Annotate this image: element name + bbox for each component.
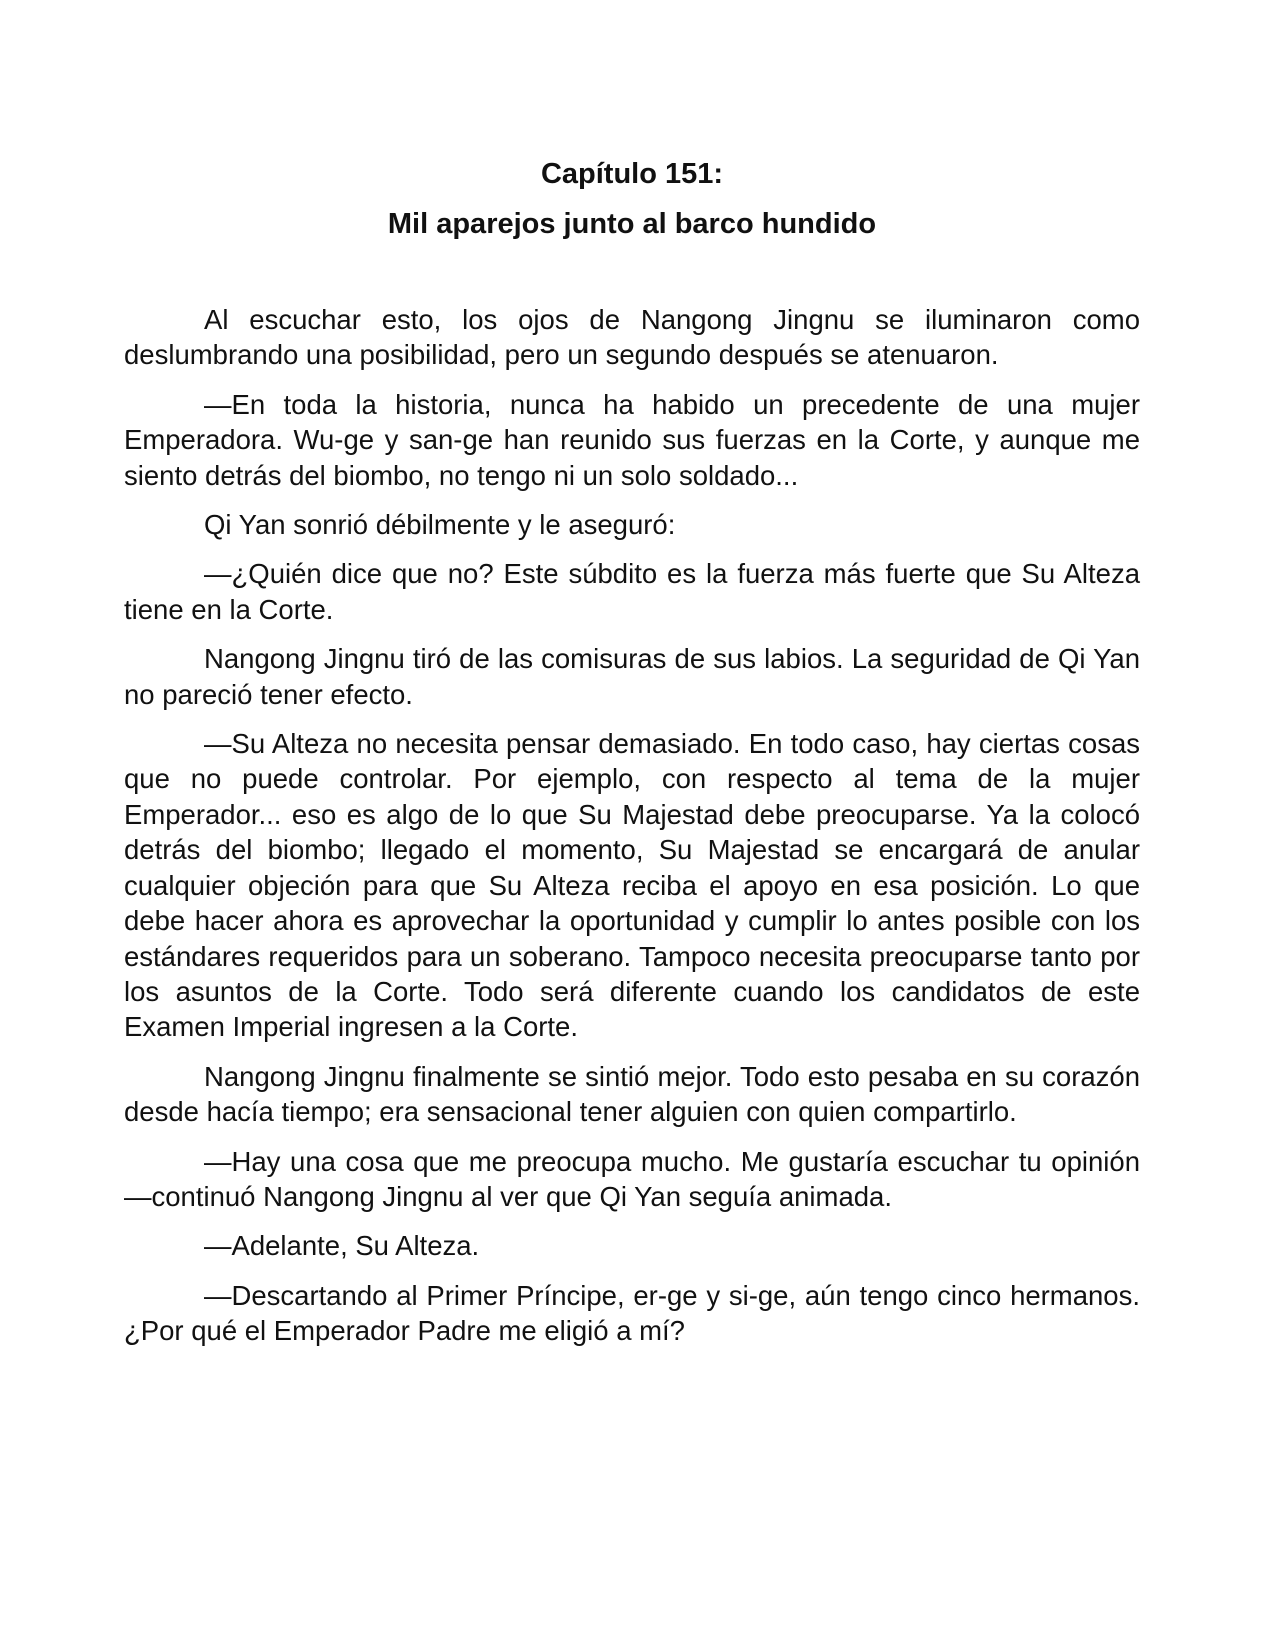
paragraph: —¿Quién dice que no? Este súbdito es la fuerza más fuerte que Su Alteza tiene en la Corte. bbox=[124, 558, 1140, 625]
paragraph: —Descartando al Primer Príncipe, er-ge y si-ge, aún tengo cinco hermanos. ¿Por qué el Emperador Padre me eligió a mí? bbox=[124, 1279, 1140, 1347]
chapter-number: Capítulo 151: bbox=[540, 158, 724, 190]
paragraph: —Adelante, Su Alteza. bbox=[204, 1230, 480, 1262]
paragraph: Nangong Jingnu tiró de las comisuras de sus labios. La seguridad de Qi Yan no pareció tener efecto. bbox=[124, 643, 1140, 710]
paragraph: Qi Yan sonrió débilmente y le aseguró: bbox=[204, 509, 676, 541]
chapter-title: Mil aparejos junto al barco hundido bbox=[387, 208, 877, 240]
paragraph: Nangong Jingnu finalmente se sintió mejor. Todo esto pesaba en su corazón desde hacía tiempo; era sensacional tener alguien con quien compartirlo. bbox=[124, 1060, 1140, 1128]
chapter-body bbox=[124, 302, 1140, 1349]
paragraph: Al escuchar esto, los ojos de Nangong Jingnu se iluminaron como deslumbrando una posibilidad, pero un segundo después se atenuaron. bbox=[124, 304, 1140, 371]
paragraph: —Su Alteza no necesita pensar demasiado. En todo caso, hay ciertas cosas que no puede controlar. Por ejemplo, con respecto al tema de la mujer Emperador... eso es algo de lo que Su Majestad debe preocuparse. Ya la colocó detrás del biombo; llegado el momento, Su Majestad se encargará de anular cualquier objeción para que Su Alteza reciba el apoyo en esa posición. Lo que debe hacer ahora es aprovechar la oportunidad y cumplir lo antes posible con los estándares requeridos para un soberano. Tampoco necesita preocuparse tanto por los asuntos de la Corte. Todo será diferente cuando los candidatos de este Examen Imperial ingresen a la Corte. bbox=[124, 728, 1140, 1043]
document-page bbox=[124, 156, 1140, 1363]
paragraph: —Hay una cosa que me preocupa mucho. Me gustaría escuchar tu opinión —continuó Nangong Jingnu al ver que Qi Yan seguía animada. bbox=[124, 1145, 1140, 1212]
paragraph: —En toda la historia, nunca ha habido un precedente de una mujer Emperadora. Wu-ge y san-ge han reunido sus fuerzas en la Corte, y aunque me siento detrás del biombo, no tengo ni un solo soldado... bbox=[124, 388, 1140, 491]
